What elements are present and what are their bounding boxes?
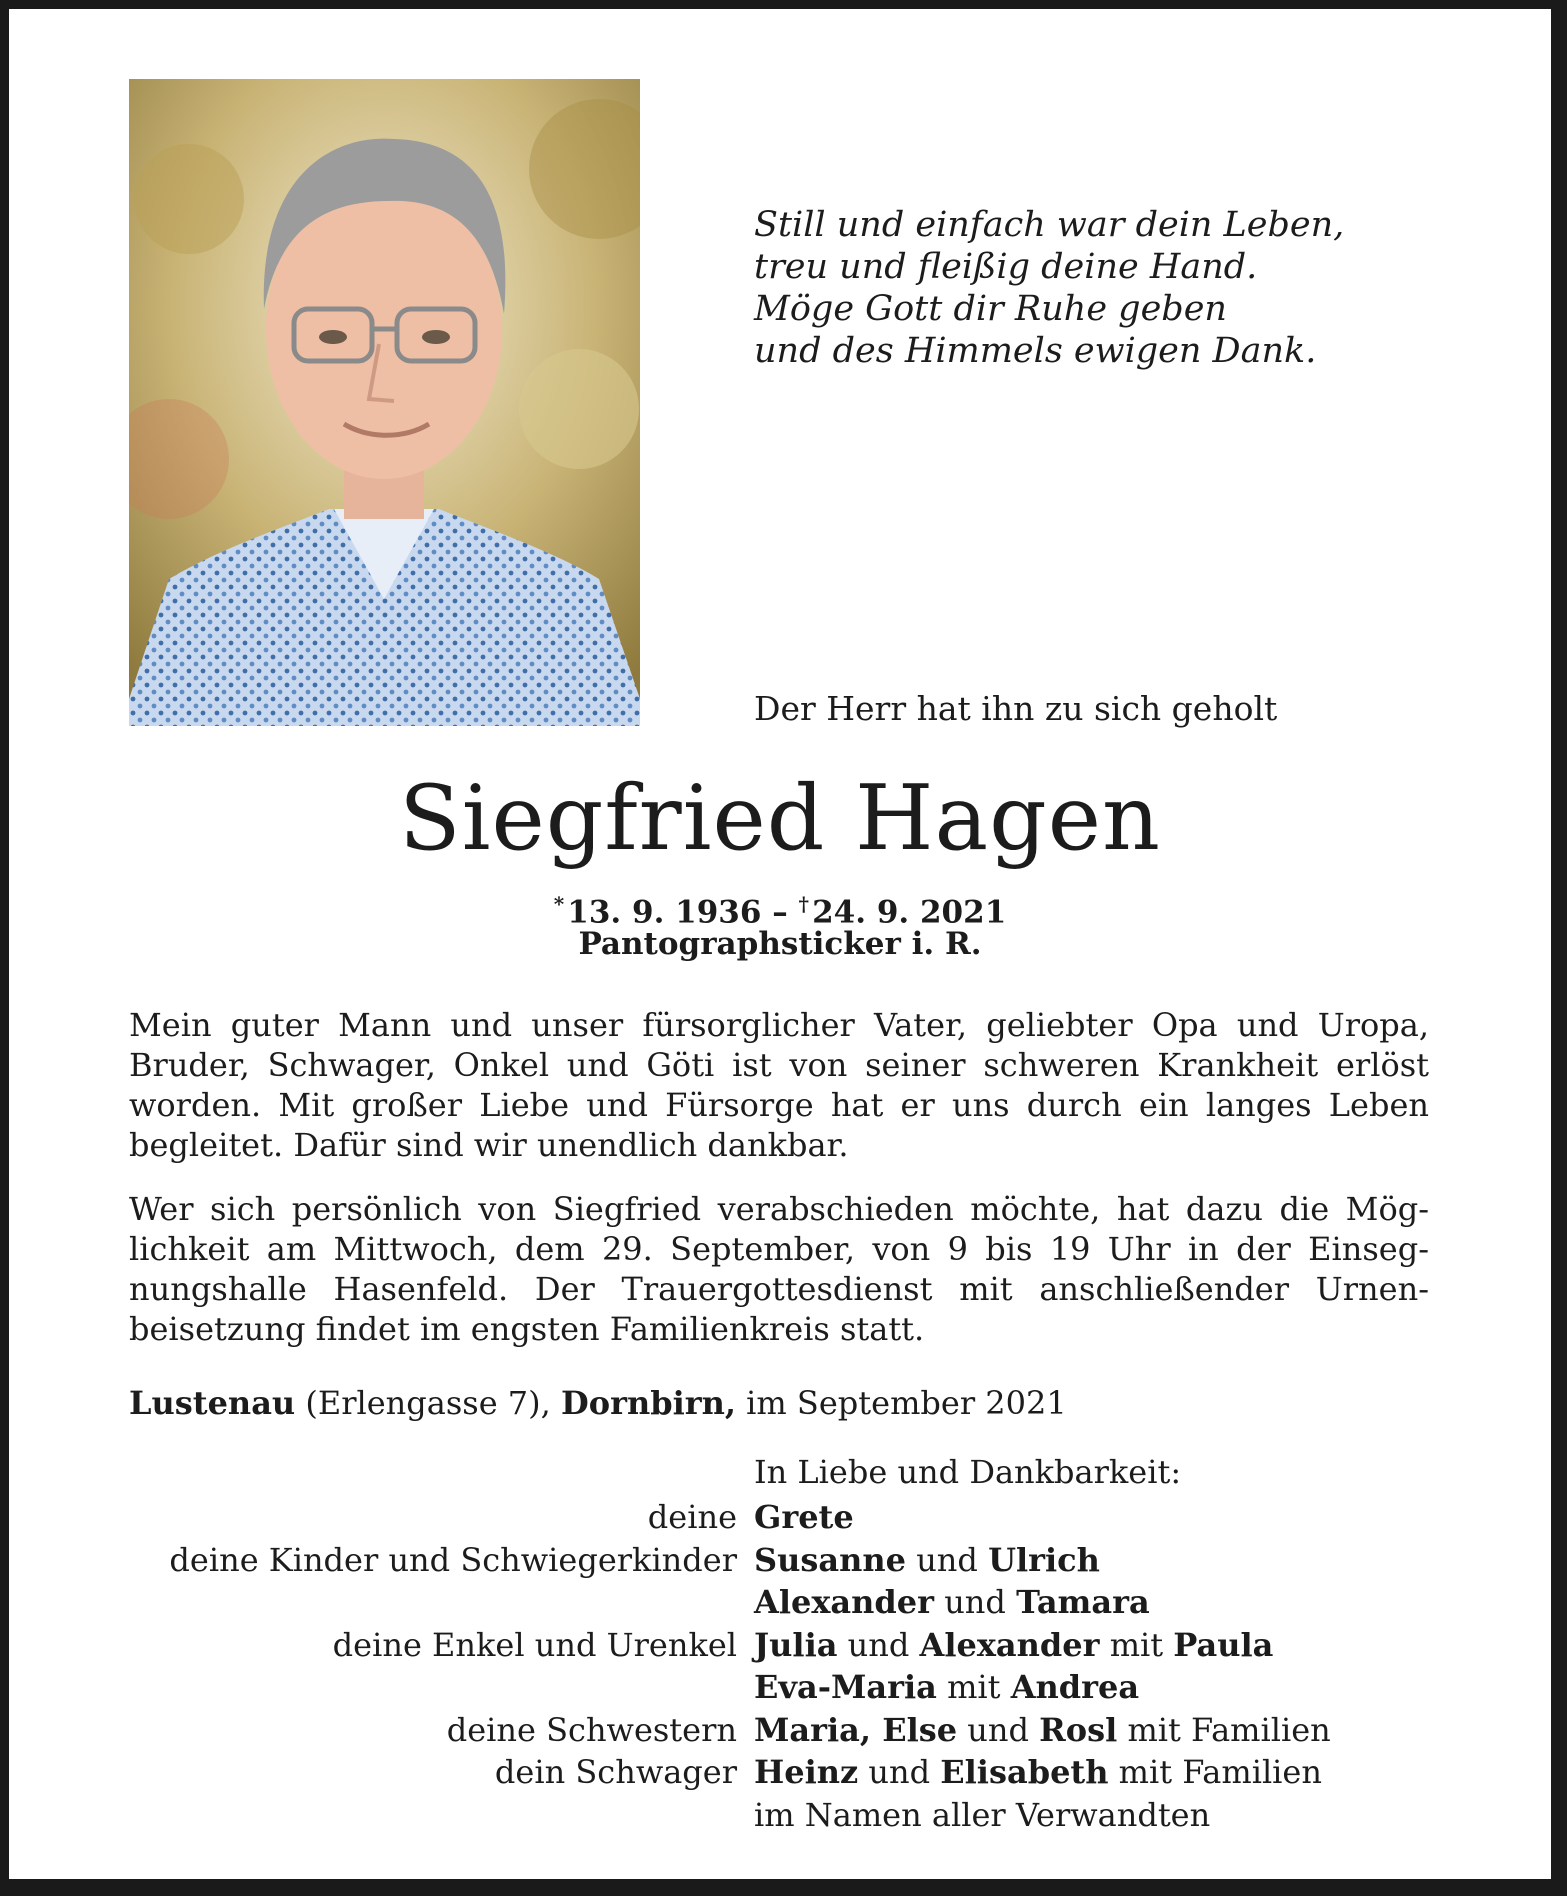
signer-name: Maria, Else bbox=[754, 1710, 958, 1749]
signer-row bbox=[9, 1539, 1551, 1582]
signer-connector: und bbox=[957, 1710, 1040, 1749]
signer-connector: mit Familien bbox=[1117, 1710, 1331, 1749]
town-dornbirn: Dornbirn, bbox=[560, 1384, 736, 1422]
signer-relation: deine bbox=[647, 1498, 737, 1536]
signer-connector: mit bbox=[936, 1668, 1011, 1706]
signer-name: Heinz bbox=[754, 1753, 859, 1791]
signers-list bbox=[9, 1496, 1551, 1836]
signer-name: Eva-Maria bbox=[754, 1668, 937, 1706]
signer-row bbox=[9, 1496, 1551, 1539]
signer-names bbox=[754, 1666, 1139, 1709]
birth-date: 13. 9. 1936 bbox=[567, 894, 762, 931]
signer-relation: deine Enkel und Urenkel bbox=[332, 1625, 737, 1664]
town-lustenau: Lustenau bbox=[129, 1384, 296, 1422]
signer-relation: deine Schwestern bbox=[446, 1710, 737, 1749]
signer-connector: mit Familien bbox=[1108, 1753, 1322, 1791]
death-symbol: † bbox=[798, 892, 810, 916]
profession: Pantographsticker i. R. bbox=[578, 926, 982, 962]
signer-relation: dein Schwager bbox=[494, 1753, 737, 1791]
poem-line: Möge Gott dir Ruhe geben bbox=[754, 289, 1227, 329]
place-and-date bbox=[129, 1384, 1067, 1422]
poem-line: und des Himmels ewigen Dank. bbox=[754, 331, 1317, 371]
signer-name: Elisabeth bbox=[940, 1753, 1109, 1791]
signer-row bbox=[9, 1709, 1551, 1752]
deceased-name: Siegfried Hagen bbox=[399, 766, 1161, 871]
signer-connector: und bbox=[858, 1753, 941, 1791]
signer-names bbox=[754, 1709, 1331, 1752]
signer-name: Tamara bbox=[1016, 1583, 1150, 1621]
signer-names bbox=[754, 1581, 1150, 1624]
poem-line: treu und fleißig deine Hand. bbox=[754, 247, 1258, 287]
signer-connector: mit bbox=[1099, 1625, 1174, 1664]
month-year: im September 2021 bbox=[736, 1384, 1067, 1422]
signer-name: Ulrich bbox=[988, 1540, 1100, 1579]
signer-row bbox=[9, 1751, 1551, 1794]
signer-connector: und bbox=[837, 1625, 920, 1664]
date-separator: – bbox=[761, 894, 799, 931]
signer-name: Paula bbox=[1173, 1625, 1274, 1664]
portrait-photo bbox=[129, 79, 640, 726]
obituary-page bbox=[9, 9, 1551, 1879]
birth-symbol: * bbox=[553, 892, 565, 916]
announcement-paragraph: Mein guter Mann und unser fürsorglicher Vater, geliebter Opa und Uropa, Bruder, Schwager, Onkel und Göti ist von seiner schweren Krankheit erlöst worden. Mit großer Liebe und Fürsorge hat er uns durch ein langes Leben begleitet. Dafür sind wir unendlich dankbar. bbox=[129, 1006, 1429, 1164]
signer-row bbox=[9, 1794, 1551, 1837]
signer-row bbox=[9, 1581, 1551, 1624]
signer-names bbox=[754, 1624, 1273, 1667]
signer-connector: und bbox=[934, 1583, 1017, 1621]
signer-names bbox=[754, 1496, 854, 1539]
poem-verse bbox=[754, 204, 1454, 372]
signer-relation: deine Kinder und Schwiegerkinder bbox=[169, 1540, 737, 1579]
signer-name: Alexander bbox=[754, 1583, 935, 1621]
farewell-paragraph: Wer sich persönlich von Siegfried verabschieden möchte, hat dazu die Möglichkeit am Mittwoch, dem 29. September, von 9 bis 19 Uhr in der Einsegnungshalle Hasenfeld. Der Trauergottesdienst mit anschließender Urnenbeisetzung findet im engsten Familienkreis statt. bbox=[129, 1190, 1429, 1348]
signer-connector: im Namen aller Verwandten bbox=[754, 1795, 1211, 1834]
signer-name: Rosl bbox=[1039, 1710, 1118, 1749]
signer-name: Alexander bbox=[919, 1625, 1100, 1664]
signer-names bbox=[754, 1751, 1322, 1794]
signer-name: Julia bbox=[754, 1625, 838, 1664]
signer-row bbox=[9, 1666, 1551, 1709]
signer-connector: und bbox=[906, 1540, 989, 1579]
portrait-illustration bbox=[129, 79, 640, 726]
signer-names bbox=[754, 1794, 1210, 1837]
death-date: 24. 9. 2021 bbox=[812, 894, 1007, 931]
closing-line: In Liebe und Dankbarkeit: bbox=[754, 1453, 1182, 1491]
signer-name: Andrea bbox=[1010, 1668, 1140, 1706]
signer-name: Grete bbox=[754, 1498, 854, 1536]
signer-relation bbox=[9, 1666, 754, 1709]
poem-line: Still und einfach war dein Leben, bbox=[754, 205, 1345, 245]
intro-line: Der Herr hat ihn zu sich geholt bbox=[754, 689, 1278, 728]
signer-names bbox=[754, 1539, 1100, 1582]
address: (Erlengasse 7), bbox=[295, 1384, 561, 1422]
signer-relation bbox=[9, 1581, 754, 1624]
signer-name: Susanne bbox=[754, 1540, 907, 1579]
signer-relation bbox=[9, 1794, 754, 1837]
signer-row bbox=[9, 1624, 1551, 1667]
